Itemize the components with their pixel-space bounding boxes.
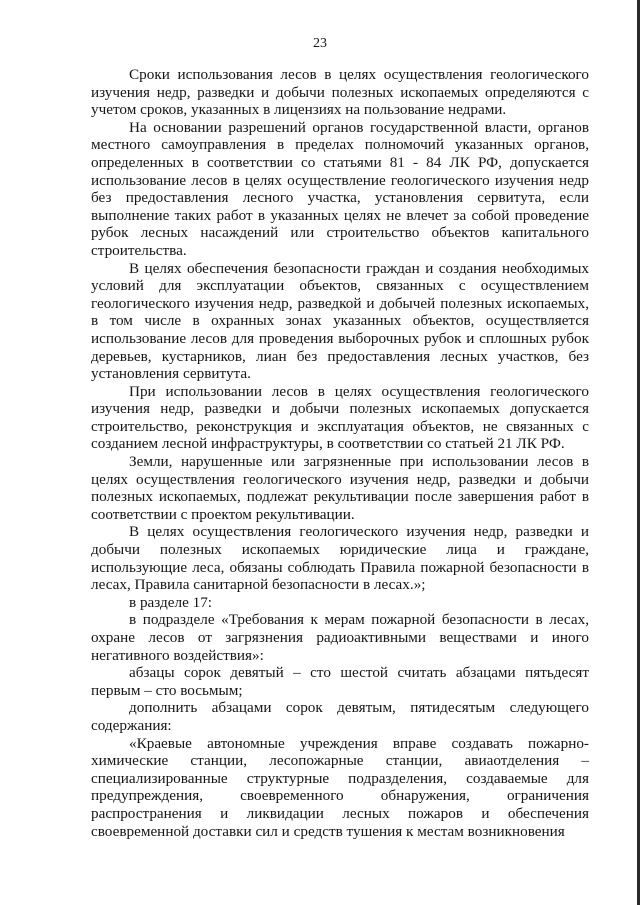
paragraph: На основании разрешений органов государственной власти, органов местного самоуправления в пределах полномочий указанных органов, определенных в соответствии со статьями 81 - 84 ЛК РФ, допускается использование лесов в целях осуществление геологического изучения недр без предоставления лесного участка, установления сервитута, если выполнение таких работ в указанных целях не влечет за собой проведение рубок лесных насаждений или строительство объектов капитального строительства. <box>91 118 589 259</box>
paragraph: В целях осуществления геологического изучения недр, разведки и добычи полезных ископаемых юридические лица и граждане, использующие леса, обязаны соблюдать Правила пожарной безопасности в лесах, Правила санитарной безопасности в лесах.»; <box>91 523 589 594</box>
paragraph: дополнить абзацами сорок девятым, пятидесятым следующего содержания: <box>91 699 589 734</box>
paragraph: Земли, нарушенные или загрязненные при использовании лесов в целях осуществления геологического изучения недр, разведки и добычи полезных ископаемых, подлежат рекультивации после завершения работ в соответствии с проектом рекультивации. <box>91 453 589 523</box>
paragraph: в разделе 17: <box>129 593 213 611</box>
paragraph: Сроки использования лесов в целях осуществления геологического изучения недр, разведки и добычи полезных ископаемых определяются с учетом сроков, указанных в лицензиях на пользование недрами. <box>91 66 589 119</box>
paragraph: абзацы сорок девятый – сто шестой считать абзацами пятьдесят первым – сто восьмым; <box>91 664 589 699</box>
paragraph: При использовании лесов в целях осуществления геологического изучения недр, разведки и добычи полезных ископаемых допускается строительство, реконструкция и эксплуатация объектов, не связанных с созданием лесной инфраструктуры, в соответствии со статьей 21 ЛК РФ. <box>91 382 589 453</box>
paragraph: «Краевые автономные учреждения вправе создавать пожарно-химические станции, лесопожарные станции, авиаотделения – специализированные структурные подразделения, создаваемые для предупреждения, своевременного обнаружения, ограничения распространения и ликвидации лесных пожаров и обеспечения своевременной доставки сил и средств тушения к местам возникновения <box>91 734 589 840</box>
paragraph: В целях обеспечения безопасности граждан и создания необходимых условий для эксплуатации объектов, связанных с осуществлением геологического изучения недр, разведкой и добычей полезных ископаемых, в том числе в охранных зонах указанных объектов, осуществляется использование лесов для проведения выборочных рубок и сплошных рубок деревьев, кустарников, лиан без предоставления лесных участков, без установления сервитута. <box>91 259 589 383</box>
page-number: 23 <box>313 36 327 51</box>
document-body <box>91 66 589 840</box>
paragraph: в подразделе «Требования к мерам пожарной безопасности в лесах, охране лесов от загрязнения радиоактивными веществами и иного негативного воздействия»: <box>91 611 589 664</box>
